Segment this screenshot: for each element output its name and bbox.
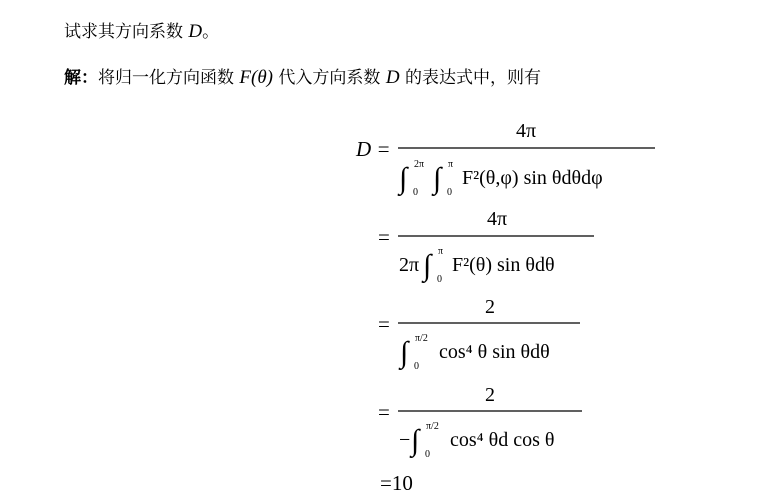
eq4-lim-lower: 0 bbox=[425, 449, 430, 460]
eq3-lim-upper: π/2 bbox=[415, 333, 428, 344]
eq1-numerator: 4π bbox=[515, 120, 537, 142]
solution-colon: ： bbox=[81, 68, 98, 88]
eq3-numerator: 2 bbox=[485, 296, 495, 318]
eq1-lim2-lower: 0 bbox=[447, 187, 452, 198]
eq3-integrand: cos⁴ θ sin θdθ bbox=[439, 341, 550, 363]
function-symbol: F(θ) bbox=[239, 67, 273, 88]
eq4-numerator: 2 bbox=[485, 384, 495, 406]
eq4-den-prefix: − bbox=[399, 429, 411, 451]
eq1-integrand: F²(θ,φ) sin θdθdφ bbox=[462, 167, 603, 189]
eq3-integral: ∫ bbox=[400, 336, 409, 369]
eq3-equals: = bbox=[378, 312, 390, 336]
problem-period: 。 bbox=[202, 22, 220, 42]
eq1-integral-1: ∫ bbox=[399, 162, 408, 195]
eq1-integral-2: ∫ bbox=[433, 162, 442, 195]
eq4-integrand: cos⁴ θd cos θ bbox=[450, 429, 555, 451]
eq1-lim1-lower: 0 bbox=[413, 187, 418, 198]
eq3-lim-lower: 0 bbox=[414, 361, 419, 372]
eq4-equals: = bbox=[378, 400, 390, 424]
eq1-lhs: D = bbox=[356, 137, 391, 161]
eq2-integral: ∫ bbox=[423, 249, 432, 282]
eq2-lim-lower: 0 bbox=[437, 274, 442, 285]
eq2-den-prefix: 2π bbox=[399, 254, 420, 276]
eq2-lim-upper: π bbox=[438, 246, 444, 257]
eq4-integral: ∫ bbox=[411, 424, 420, 457]
solution-text-c: 的表达式中，则有 bbox=[404, 68, 541, 88]
eq2-numerator: 4π bbox=[486, 208, 508, 230]
directivity-symbol: D bbox=[385, 67, 400, 88]
problem-variable: D bbox=[188, 21, 203, 42]
eq1-lim1-upper: 2π bbox=[414, 159, 425, 170]
eq2-equals: = bbox=[378, 225, 390, 249]
problem-text: 试求其方向系数 bbox=[64, 22, 183, 42]
solution-text-a: 将归一化方向函数 bbox=[98, 68, 234, 88]
solution-text-b: 代入方向系数 bbox=[278, 68, 381, 88]
eq2-integrand: F²(θ) sin θdθ bbox=[452, 254, 555, 276]
eq4-lim-upper: π/2 bbox=[426, 421, 439, 432]
final-result: =10 bbox=[380, 471, 413, 495]
solution-label: 解 bbox=[64, 68, 81, 88]
eq1-lim2-upper: π bbox=[448, 159, 454, 170]
